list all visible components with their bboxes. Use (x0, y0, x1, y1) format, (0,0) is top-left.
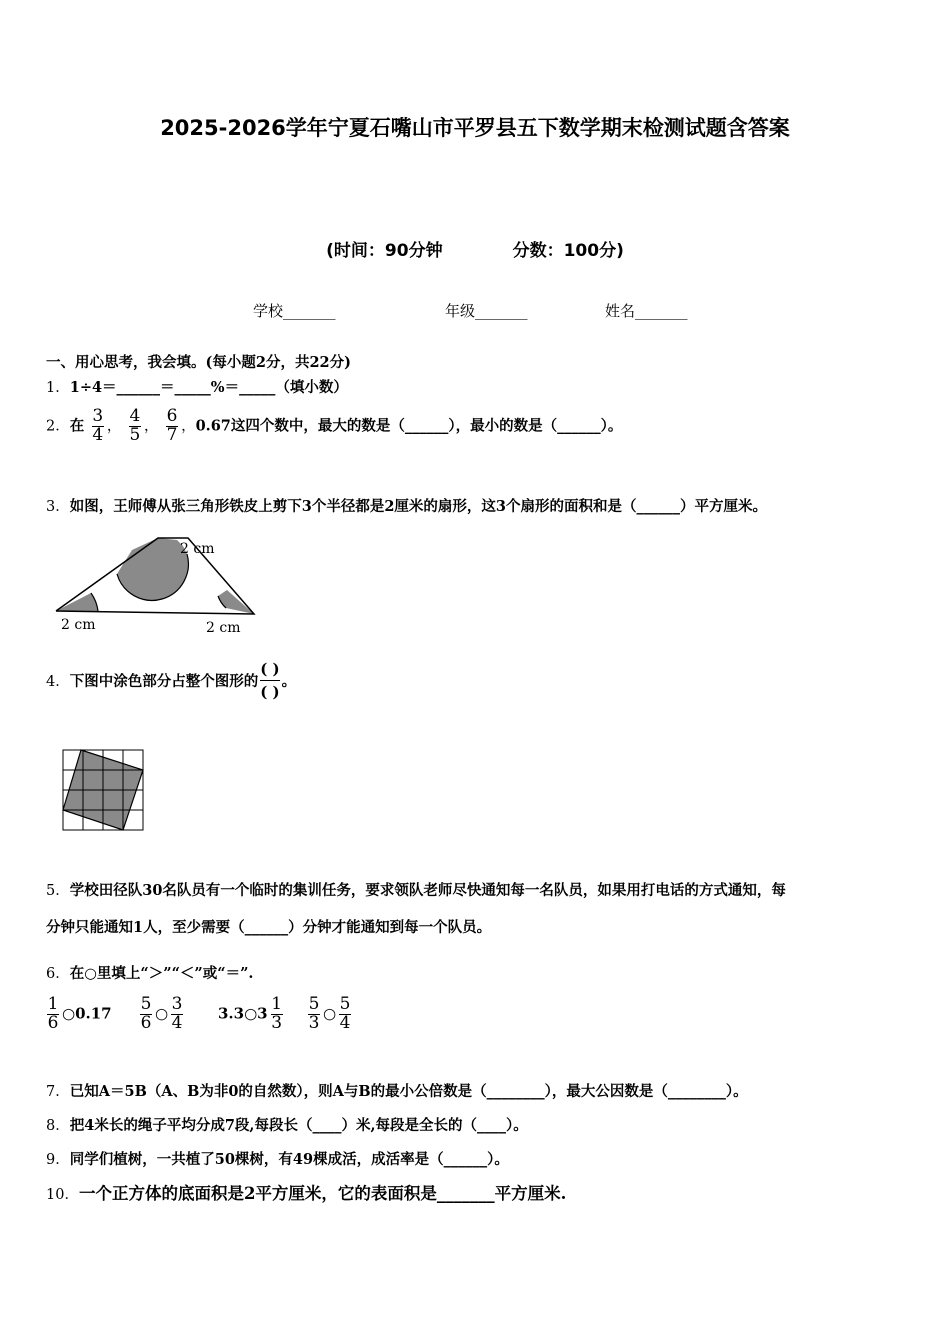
question-7 (46, 1080, 748, 1101)
question-end: 。 (281, 673, 297, 690)
label-right: 2 cm (206, 620, 241, 636)
page-title: 2025-2026学年宁夏石嘴山市平罗县五下数学期末检测试题含答案 (160, 116, 790, 140)
name-field[interactable]: 姓名_______ (605, 302, 688, 320)
grid-shaded-square-figure (61, 748, 147, 834)
question-number: 9． (46, 1152, 70, 1168)
question-text: 0.67这四个数中，最大的数是（______），最小的数是（______）。 (195, 417, 623, 435)
question-number: 1． (46, 380, 70, 396)
section-heading: 一、用心思考，我会填。(每小题2分，共22分) (46, 354, 351, 371)
question-text-line1: 学校田径队30名队员有一个临时的集训任务，要求领队老师尽快通知每一名队员，如果用打电话的方式通知，每 (69, 882, 786, 899)
time-limit: (时间：90分钟 (326, 241, 443, 261)
question-text: 1÷4＝______＝_____%＝_____（填小数） (69, 379, 348, 396)
question-prefix: 在 (69, 417, 85, 435)
question-number: 2． (46, 418, 70, 435)
question-text-line2: 分钟只能通知1人，至少需要（______）分钟才能通知到每一个队员。 (46, 919, 492, 936)
question-8 (46, 1114, 528, 1135)
triangle-sectors-figure (46, 532, 266, 642)
question-2: 2．在 $\frac{3}{4}$ ， $\frac{4}{5}$ ， $\frac{6}{7}$ ，0.67这四个数中，最大的数是（______），最小的数是（______）。 (46, 406, 623, 445)
compare-item-3[interactable]: 3.3○3 $\frac{1}{3}$ (218, 994, 283, 1033)
compare-item-4[interactable]: $\frac{5}{3}$ ○ $\frac{5}{4}$ (308, 994, 351, 1033)
question-4 (46, 660, 296, 701)
grade-field[interactable]: 年级_______ (445, 302, 528, 320)
question-text: 一个正方体的底面积是2平方厘米，它的表面积是_______平方厘米. (78, 1184, 567, 1203)
total-score: 分数：100分) (512, 241, 624, 261)
grid (63, 750, 143, 830)
question-10 (46, 1180, 566, 1204)
question-text: 把4米长的绳子平均分成7段,每段长（____）米,每段是全长的（____）。 (69, 1117, 528, 1134)
question-number: 5． (46, 883, 70, 899)
fraction: $\frac{3}{4}$ (92, 406, 104, 445)
exam-header (0, 236, 950, 261)
question-1 (46, 376, 348, 397)
question-5 (46, 879, 786, 900)
question-number: 10． (46, 1187, 79, 1203)
question-text: 在○里填上“＞”“＜”或“＝”. (69, 965, 254, 982)
label-left: 2 cm (61, 617, 96, 633)
label-top: 2 cm (180, 541, 215, 557)
question-number: 7． (46, 1084, 70, 1100)
question-number: 4． (46, 674, 70, 690)
fraction: $\frac{6}{7}$ (166, 406, 178, 445)
question-number: 8． (46, 1118, 70, 1134)
fraction: $\frac{4}{5}$ (129, 406, 141, 445)
question-9 (46, 1148, 509, 1169)
question-number: 6． (46, 966, 70, 982)
question-number: 3． (46, 499, 70, 515)
question-text: 下图中涂色部分占整个图形的 (69, 673, 259, 690)
question-text: 如图，王师傅从张三角形铁皮上剪下3个半径都是2厘米的扇形，这3个扇形的面积和是（______）平方厘米。 (69, 498, 767, 515)
question-3 (46, 495, 767, 516)
compare-item-1[interactable]: $\frac{1}{6}$ ○0.17 (47, 994, 112, 1033)
question-text: 已知A＝5B（A、B为非0的自然数），则A与B的最小公倍数是（________），最大公因数是（________）。 (69, 1083, 748, 1100)
compare-item-2[interactable]: $\frac{5}{6}$ ○ $\frac{3}{4}$ (140, 994, 183, 1033)
school-field[interactable]: 学校_______ (253, 302, 336, 320)
question-6 (46, 962, 253, 983)
answer-fraction-blank[interactable]: $\frac{( )}{( )}$ (260, 660, 280, 701)
question-text: 同学们植树，一共植了50棵树，有49棵成活，成活率是（______）。 (69, 1151, 509, 1168)
